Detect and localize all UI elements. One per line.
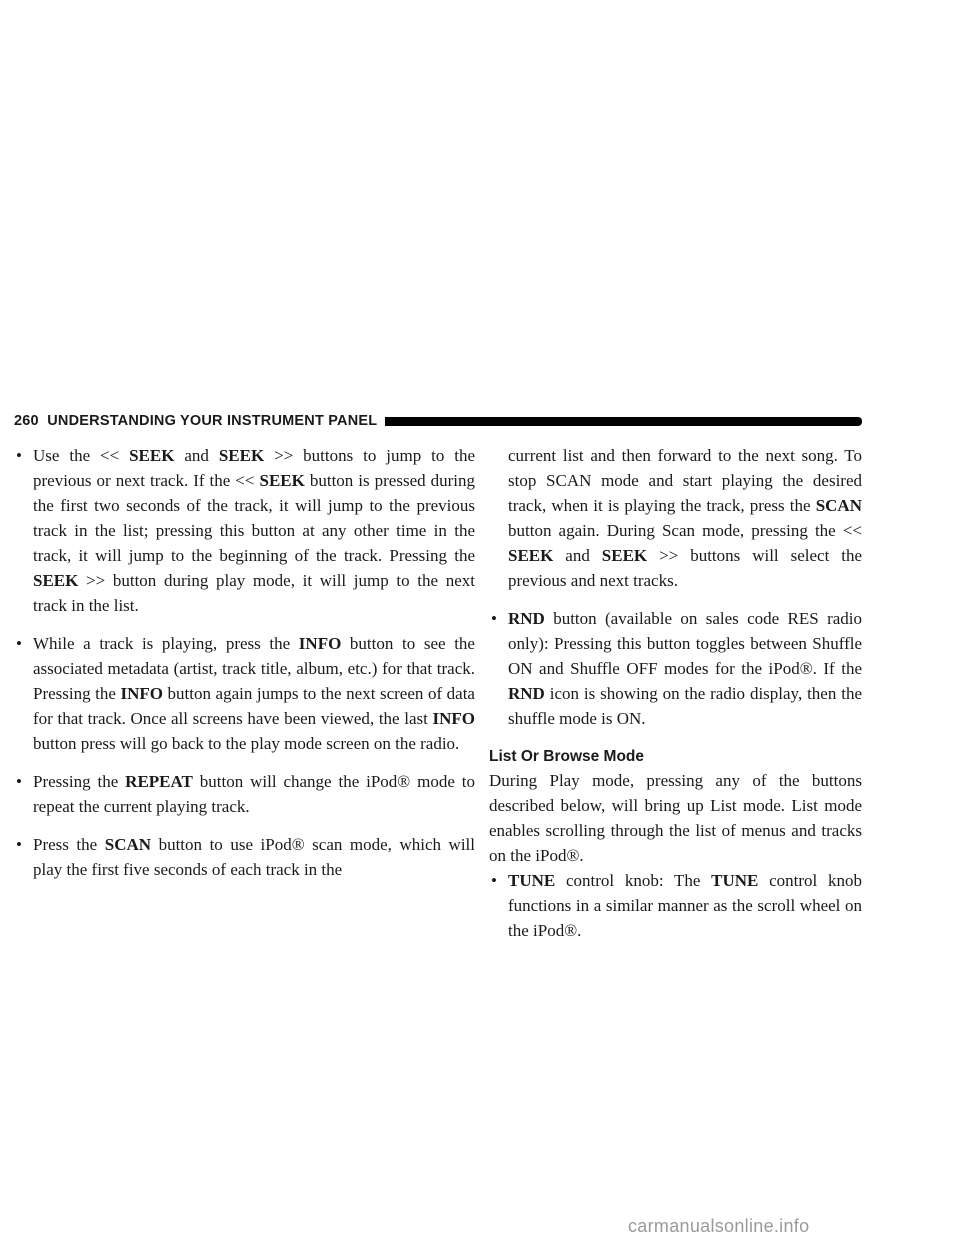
rnd-paragraph: RND button (available on sales code RES radio only): Pressing this button toggles between Shuffle ON and Shuffle OFF modes for the iPod®. If the RND icon is showing on the radio display, then the shuffle mode is ON. [508, 609, 862, 728]
repeat-paragraph: Pressing the REPEAT button will change the iPod® mode to repeat the current playing track. [33, 772, 475, 816]
bullet-glyph: • [16, 446, 22, 465]
tune-label: TUNE [711, 871, 759, 890]
info-bullet-item [14, 631, 475, 756]
seek-bullet-item [14, 443, 475, 618]
bullet-glyph: • [491, 609, 497, 628]
bullet-glyph: • [16, 634, 22, 653]
info-label: INFO [298, 634, 342, 653]
tune-label: TUNE [508, 871, 556, 890]
seek-label: SEEK [129, 446, 175, 465]
info-paragraph: While a track is playing, press the INFO button to see the associated metadata (artist, track title, album, etc.) for that track. Pressing the INFO button again jumps to the next screen of data for that track. Once all screens have been viewed, the last INFO button press will go back to the play mode screen on the radio. [33, 634, 475, 753]
seek-label: SEEK [218, 446, 265, 465]
watermark: carmanualsonline.info [628, 1216, 810, 1236]
seek-label: SEEK [33, 571, 79, 590]
page-header [14, 410, 862, 432]
seek-label: SEEK [601, 546, 648, 565]
bullet-glyph: • [491, 871, 497, 890]
scan-label: SCAN [104, 835, 152, 854]
bullet-glyph: • [16, 772, 22, 791]
scan-paragraph: Press the SCAN button to use iPod® scan mode, which will play the first five seconds of each track in the [33, 835, 475, 879]
repeat-label: REPEAT [125, 772, 193, 791]
repeat-bullet-item [14, 769, 475, 819]
info-label: INFO [432, 709, 475, 728]
info-label: INFO [120, 684, 163, 703]
right-column [489, 443, 862, 956]
bullet-glyph: • [16, 835, 22, 854]
scan-bullet-item [14, 832, 475, 882]
list-browse-heading: List Or Browse Mode [489, 748, 645, 765]
left-column [14, 443, 475, 895]
list-browse-body: During Play mode, pressing any of the buttons described below, will bring up List mode. List mode enables scrolling through the list of menus and tracks on the iPod®. [489, 771, 862, 865]
seek-label: SEEK [508, 546, 554, 565]
scan-label: SCAN [815, 496, 862, 515]
header-text [14, 413, 385, 429]
seek-label: SEEK [259, 471, 305, 490]
scan-continued-item [489, 443, 862, 593]
section-title: UNDERSTANDING YOUR INSTRUMENT PANEL [47, 413, 378, 429]
scan-continued-paragraph: current list and then forward to the next song. To stop SCAN mode and start playing the desired track, when it is playing the track, press the SCAN button again. During Scan mode, pressing the << SEEK and SEEK >> buttons will select the previous and next tracks. [508, 446, 863, 590]
page-number: 260 [14, 413, 39, 429]
tune-paragraph: TUNE control knob: The TUNE control knob functions in a similar manner as the scroll wheel on the iPod®. [508, 871, 863, 940]
rnd-label: RND [508, 609, 545, 628]
seek-paragraph: Use the << SEEK and SEEK >> buttons to jump to the previous or next track. If the << SEEK button is pressed during the first two seconds of the track, it will jump to the previous track in the list; pressing this button at any other time in the track, it will jump to the beginning of the track. Pressing the SEEK >> button during play mode, it will jump to the next track in the list. [33, 446, 476, 615]
tune-bullet-item [489, 868, 862, 943]
rnd-label: RND [508, 684, 545, 703]
header-rule [385, 417, 862, 426]
rnd-bullet-item [489, 606, 862, 731]
